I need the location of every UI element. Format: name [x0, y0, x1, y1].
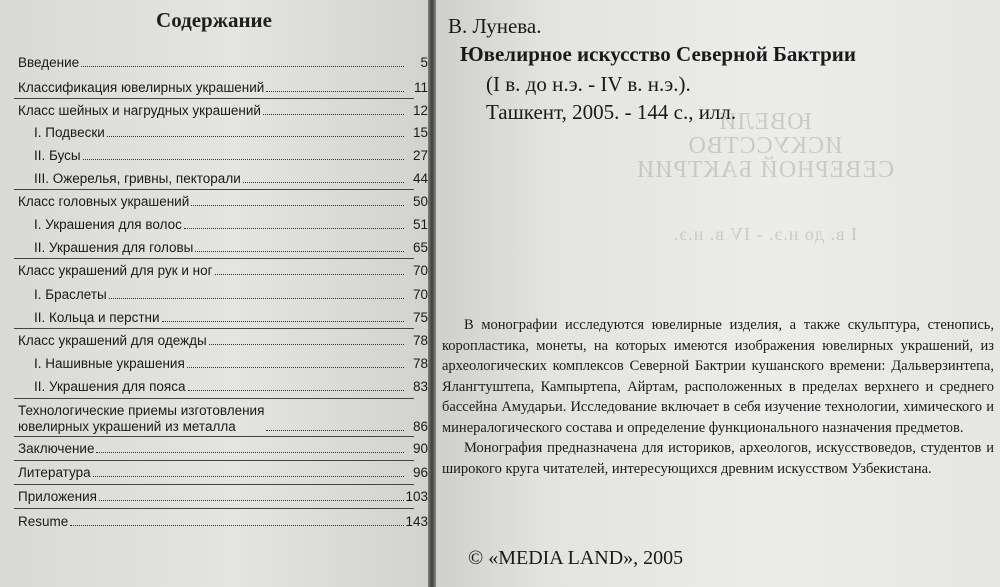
- toc-entry-label: Resume: [18, 514, 69, 529]
- toc-entry-label: Класс украшений для рук и ног: [18, 263, 213, 278]
- toc-entry-label: III. Ожерелья, гривны, пекторали: [34, 171, 241, 186]
- toc-entry-page: 103: [405, 489, 428, 504]
- section-divider: [14, 328, 414, 329]
- section-divider: [14, 436, 414, 437]
- toc-entry-page: 44: [412, 171, 428, 186]
- toc-entry-page: 70: [412, 287, 428, 302]
- book-period: (I в. до н.э. - IV в. н.э.).: [486, 72, 691, 96]
- toc-entry: [18, 194, 428, 210]
- book-gutter: [428, 0, 436, 587]
- section-divider: [14, 98, 414, 99]
- toc-entry: [18, 263, 428, 279]
- toc-entry: [34, 287, 428, 303]
- toc-title: Содержание: [156, 8, 272, 32]
- toc-entry: [34, 171, 428, 187]
- toc-entry: [18, 465, 428, 481]
- toc-leader: [215, 274, 404, 275]
- book-imprint: Ташкент, 2005. - 144 с., илл.: [486, 100, 737, 124]
- toc-leader: [93, 476, 404, 477]
- toc-page: [0, 0, 428, 587]
- toc-entry-page: 51: [412, 217, 428, 232]
- toc-entry-label: Литература: [18, 465, 91, 480]
- section-divider: [14, 460, 414, 461]
- toc-entry-page: 90: [412, 441, 428, 456]
- toc-entry: [34, 217, 428, 233]
- toc-entry-page: 65: [412, 240, 428, 255]
- toc-entry-page: 50: [412, 194, 428, 209]
- toc-entry: [18, 103, 428, 119]
- abstract-paragraph: Монография предназначена для историков, археологов, искусствоведов, студентов и широкого круга читателей, интересующихся древним искусством Узбекистана.: [442, 440, 994, 477]
- section-divider: [14, 484, 414, 485]
- toc-entry-page: 143: [405, 514, 428, 529]
- book-author: В. Лунева.: [448, 14, 542, 38]
- toc-entry-page: 75: [412, 310, 428, 325]
- toc-entry-page: 11: [413, 80, 428, 95]
- toc-leader: [266, 430, 404, 431]
- toc-entry: [34, 379, 428, 395]
- abstract-paragraph: В монографии исследуются ювелирные изделия, а также скульптура, стенопись, коропластика, монеты, на которых имеются изображения ювелирных украшений, из археологических комплексов Северной Бактрии кушанского времени: Дальверзинтепа, Ялангтуштепа, Кампыртепа, Айртам, расположенных в пределах верхнего и среднего бассейна Амударьи. Исследование включает в себя изучение технологии, химического и минералогического состава и определение функционального назначения предметов.: [442, 317, 994, 436]
- toc-leader: [263, 114, 404, 115]
- toc-entry: [18, 489, 428, 505]
- book-abstract: [442, 315, 994, 479]
- toc-entry-label: Классификация ювелирных украшений: [18, 80, 265, 95]
- toc-entry-page: 70: [412, 263, 428, 278]
- toc-entry: [34, 125, 428, 141]
- toc-entry-page: 96: [412, 465, 428, 480]
- toc-entry-label: II. Кольца и перстни: [34, 310, 160, 325]
- toc-entry-label: Класс шейных и нагрудных украшений: [18, 103, 261, 118]
- toc-entry-page: 12: [412, 103, 428, 118]
- toc-leader: [184, 228, 404, 229]
- toc-entry-label: Заключение: [18, 441, 95, 456]
- toc-entry-page: 27: [412, 148, 428, 163]
- toc-entry: [18, 55, 428, 71]
- toc-leader: [162, 321, 404, 322]
- toc-entry-page: 15: [412, 125, 428, 140]
- toc-entry-label: II. Украшения для пояса: [34, 379, 186, 394]
- toc-leader: [83, 159, 404, 160]
- toc-entry: [18, 441, 428, 457]
- toc-entry-label: Класс украшений для одежды: [18, 333, 207, 348]
- toc-leader: [188, 390, 405, 391]
- toc-leader: [195, 251, 404, 252]
- toc-entry-page: 5: [420, 55, 428, 70]
- toc-entry: [34, 148, 428, 164]
- toc-entry: [34, 240, 428, 256]
- toc-entry-label: II. Украшения для головы: [34, 240, 194, 255]
- toc-leader: [209, 344, 404, 345]
- toc-entry-page: 78: [412, 333, 428, 348]
- toc-leader: [107, 136, 404, 137]
- toc-entry-label: Приложения: [18, 489, 97, 504]
- toc-leader: [81, 66, 404, 67]
- toc-entry: [34, 310, 428, 326]
- section-divider: [14, 398, 414, 399]
- toc-entry: [18, 403, 428, 435]
- toc-entry: [18, 333, 428, 349]
- toc-entry-label: I. Нашивные украшения: [34, 356, 185, 371]
- toc-entry-page: 78: [412, 356, 428, 371]
- toc-entry-label: I. Украшения для волос: [34, 217, 182, 232]
- toc-leader: [70, 525, 404, 526]
- toc-leader: [191, 205, 404, 206]
- toc-entry-label: I. Браслеты: [34, 287, 107, 302]
- toc-entry: [34, 356, 428, 372]
- toc-leader: [266, 91, 404, 92]
- toc-entry-label: Введение: [18, 55, 80, 70]
- book-title: Ювелирное искусство Северной Бактрии: [460, 42, 856, 66]
- section-divider: [14, 258, 414, 259]
- toc-entry-label: II. Бусы: [34, 148, 81, 163]
- toc-leader: [243, 182, 404, 183]
- section-divider: [14, 508, 414, 509]
- toc-entry: [18, 514, 428, 530]
- copyright-notice: © «MEDIA LAND», 2005: [468, 547, 684, 569]
- toc-entry-page: 83: [412, 379, 428, 394]
- section-divider: [14, 189, 414, 190]
- toc-entry-label: I. Подвески: [34, 125, 105, 140]
- toc-entry-label: Технологические приемы изготовления ювелирных украшений из металла: [18, 403, 265, 434]
- toc-leader: [99, 500, 404, 501]
- toc-leader: [109, 298, 404, 299]
- toc-list: [0, 0, 428, 587]
- toc-entry-label: Класс головных украшений: [18, 194, 190, 209]
- toc-leader: [187, 367, 404, 368]
- toc-leader: [96, 452, 404, 453]
- toc-entry-page: 86: [412, 419, 428, 434]
- toc-entry: [18, 80, 428, 96]
